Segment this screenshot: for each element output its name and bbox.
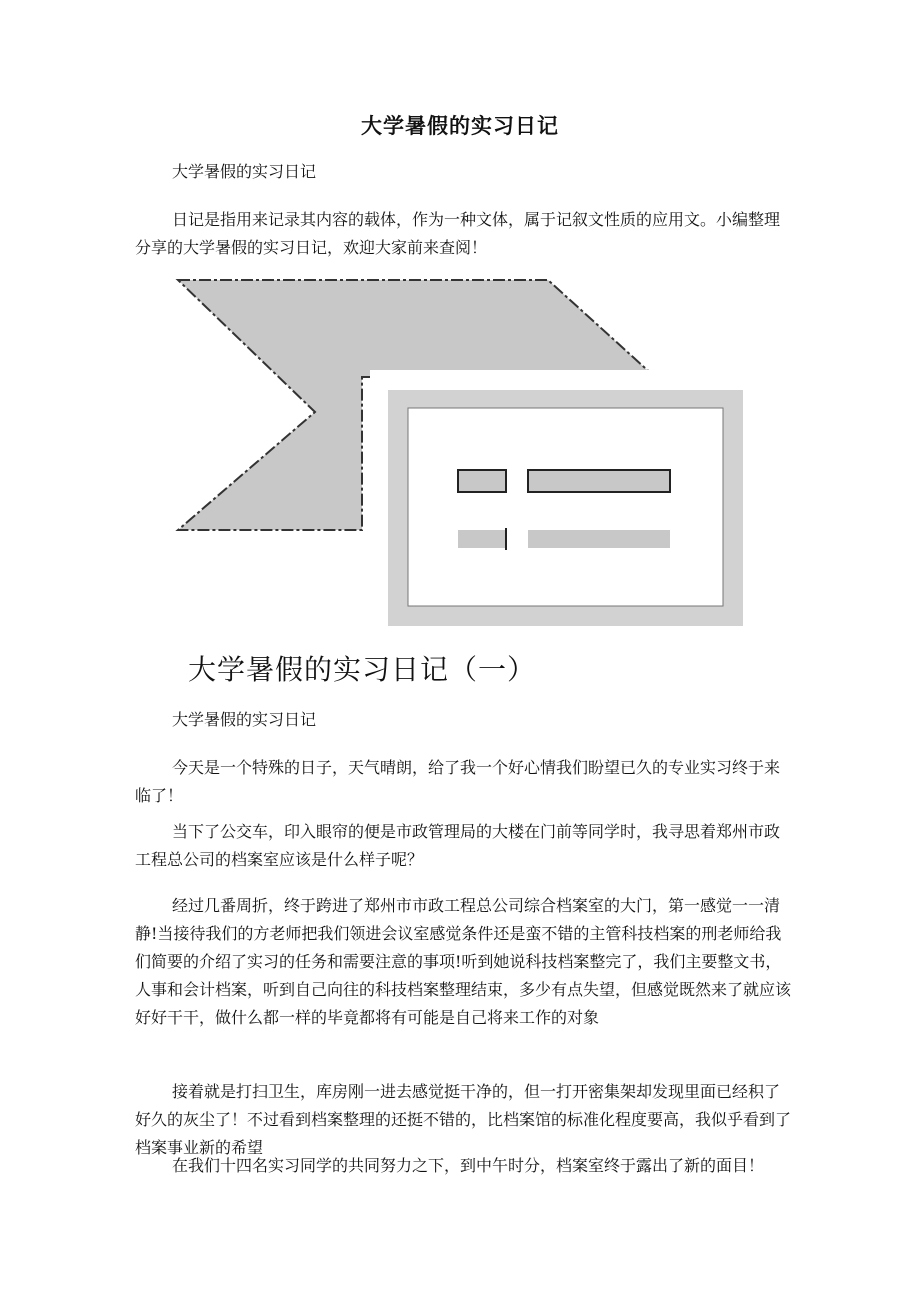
section-paragraph: 接着就是打扫卫生，库房刚一进去感觉挺干净的，但一打开密集架却发现里面已经积了好久的灰尘了！不过看到档案整理的还挺不错的，比档案馆的标准化程度要高，我似乎看到了档案事业新的希望: [135, 1082, 792, 1157]
field-value-line: [528, 470, 670, 492]
card-inner: [408, 408, 723, 606]
document-template-icon: [170, 272, 750, 632]
section-paragraph: 今天是一个特殊的日子，天气晴朗，给了我一个好心情我们盼望已久的专业实习终于来临了！: [135, 758, 781, 805]
section-paragraph: 当下了公交车，印入眼帘的便是市政管理局的大楼在门前等同学时，我寻思着郑州市政工程总公司的档案室应该是什么样子呢？: [135, 822, 781, 869]
section-heading: 大学暑假的实习日记（一）: [188, 653, 537, 686]
field-label-block: [458, 470, 506, 492]
section-subtitle: 大学暑假的实习日记: [172, 710, 317, 729]
document-subtitle: 大学暑假的实习日记: [172, 162, 317, 181]
section-paragraph: 在我们十四名实习同学的共同努力之下，到中午时分，档案室终于露出了新的面目！: [172, 1156, 765, 1175]
section-paragraph: 经过几番周折，终于跨进了郑州市市政工程总公司综合档案室的大门，第一感觉一一清静!当接待我们的方老师把我们领进会议室感觉条件还是蛮不错的主管科技档案的刑老师给我们简要的介绍了实习的任务和需要注意的事项!听到她说科技档案整完了，我们主要整文书，人事和会计档案，听到自己向往的科技档案整理结束，多少有点失望，但感觉既然来了就应该好好干干，做什么都一样的毕竟都将有可能是自己将来工作的对象: [135, 896, 792, 1027]
document-title: 大学暑假的实习日记: [361, 114, 559, 138]
field-value-line: [528, 530, 670, 548]
intro-paragraph: 日记是指用来记录其内容的载体，作为一种文体，属于记叙文性质的应用文。小编整理分享的大学暑假的实习日记，欢迎大家前来查阅！: [135, 210, 781, 257]
field-label-block: [458, 530, 506, 548]
